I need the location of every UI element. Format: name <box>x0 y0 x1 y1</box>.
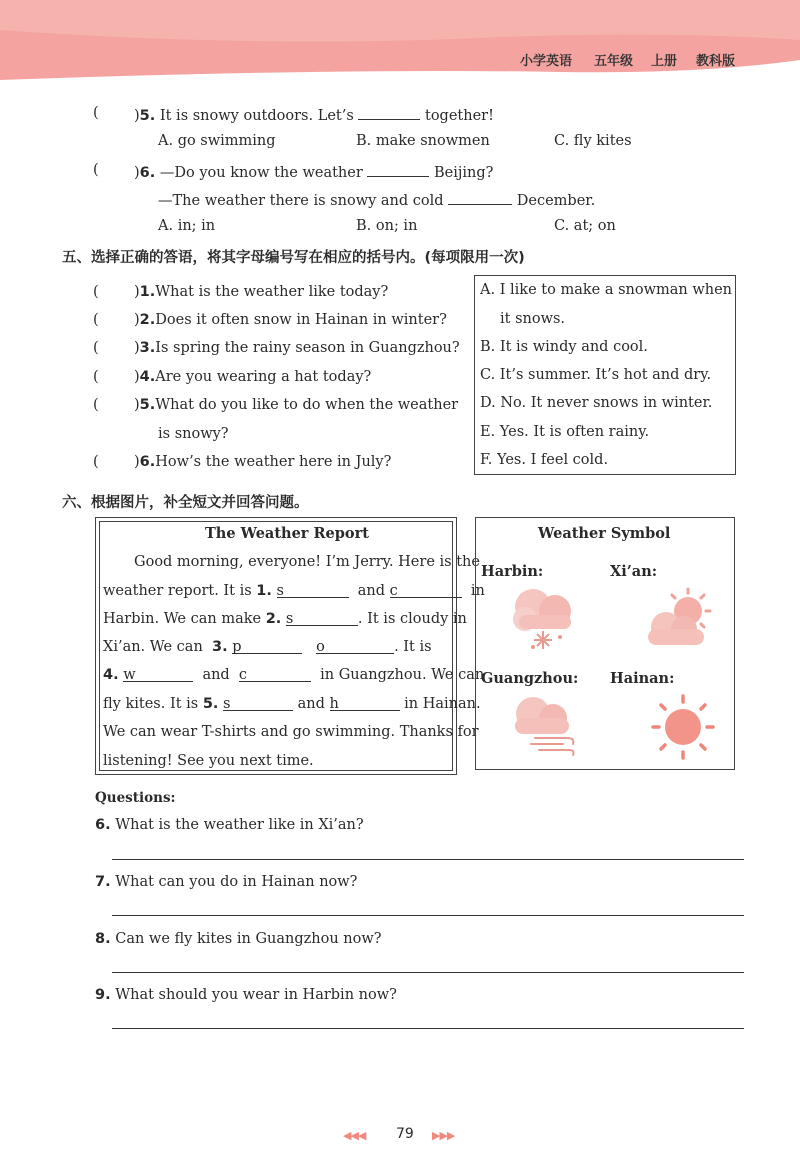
option: A. in; in <box>158 218 216 234</box>
report-line: Xi’an. We can 3. p o . It is <box>103 639 432 655</box>
footer-left-arrows-icon: ◀◀◀ <box>343 1129 366 1142</box>
question-9: 9. What should you wear in Harbin now? <box>95 987 397 1003</box>
section5-title: 五、选择正确的答语，将其字母编号写在相应的括号内。(每项限用一次) <box>62 250 525 266</box>
header-band <box>0 0 800 82</box>
paren-open: ( <box>93 369 99 385</box>
report-line: weather report. It is 1. s and c in <box>103 583 485 599</box>
windy-cloud-icon <box>505 692 585 758</box>
option: C. fly kites <box>554 133 632 149</box>
option: A. go swimming <box>158 133 276 149</box>
answer-line[interactable] <box>112 859 744 860</box>
header-subject: 小学英语 <box>520 54 573 69</box>
section6-title: 六、根据图片，补全短文并回答问题。 <box>62 495 309 511</box>
option: C. at; on <box>554 218 616 234</box>
paren-open: ( <box>93 105 99 121</box>
page-number: 79 <box>396 1126 414 1142</box>
s5-question: )2.Does it often snow in Hainan in winter? <box>134 312 447 328</box>
paren-open: ( <box>93 312 99 328</box>
footer-right-arrows-icon: ▶▶▶ <box>432 1129 455 1142</box>
report-line: fly kites. It is 5. s and h in Hainan. <box>103 696 481 712</box>
question-8: 8. Can we fly kites in Guangzhou now? <box>95 931 382 947</box>
s5-question-cont: is snowy? <box>158 426 229 442</box>
report-title: The Weather Report <box>205 525 369 542</box>
answer-option: E. Yes. It is often rainy. <box>480 424 650 440</box>
report-line: listening! See you next time. <box>103 753 314 769</box>
symbol-label-harbin: Harbin: <box>481 563 544 580</box>
snow-cloud-icon <box>505 585 585 655</box>
symbol-title: Weather Symbol <box>538 525 671 542</box>
questions-title: Questions: <box>95 790 176 806</box>
symbol-label-guangzhou: Guangzhou: <box>481 670 579 687</box>
question-q5: )5. It is snowy outdoors. Let’s together! <box>134 105 494 124</box>
answer-option: C. It’s summer. It’s hot and dry. <box>480 367 712 383</box>
paren-open: ( <box>93 340 99 356</box>
paren-open: ( <box>93 397 99 413</box>
s5-question: )1.What is the weather like today? <box>134 284 389 300</box>
question-q6-line2: —The weather there is snowy and cold December. <box>158 190 595 209</box>
paren-open: ( <box>93 162 99 178</box>
answer-option-cont: it snows. <box>500 311 566 327</box>
paren-open: ( <box>93 454 99 470</box>
answer-line[interactable] <box>112 915 744 916</box>
header-volume: 上册 <box>651 54 678 69</box>
partly-cloudy-icon <box>640 585 720 655</box>
question-6: 6. What is the weather like in Xi’an? <box>95 817 364 833</box>
option: B. on; in <box>356 218 418 234</box>
report-line: Good morning, everyone! I’m Jerry. Here is the <box>134 554 480 570</box>
answer-option: D. No. It never snows in winter. <box>480 395 713 411</box>
answer-option: A. I like to make a snowman when <box>480 282 733 298</box>
answer-option: B. It is windy and cool. <box>480 339 648 355</box>
question-q6: )6. —Do you know the weather Beijing? <box>134 162 493 181</box>
answer-line[interactable] <box>112 1028 744 1029</box>
sun-icon <box>645 692 721 762</box>
s5-question: )5.What do you like to do when the weather <box>134 397 459 413</box>
header-grade: 五年级 <box>594 54 634 69</box>
s5-question: )4.Are you wearing a hat today? <box>134 369 372 385</box>
report-line: 4. w and c in Guangzhou. We can <box>103 667 485 683</box>
report-line: We can wear T-shirts and go swimming. Thanks for <box>103 724 479 740</box>
paren-open: ( <box>93 284 99 300</box>
option: B. make snowmen <box>356 133 490 149</box>
s5-question: )6.How’s the weather here in July? <box>134 454 392 470</box>
question-7: 7. What can you do in Hainan now? <box>95 874 358 890</box>
s5-question: )3.Is spring the rainy season in Guangzhou? <box>134 340 460 356</box>
answer-option: F. Yes. I feel cold. <box>480 452 609 468</box>
report-line: Harbin. We can make 2. s . It is cloudy in <box>103 611 467 627</box>
header-edition: 教科版 <box>696 54 736 69</box>
symbol-label-xian: Xi’an: <box>610 563 658 580</box>
answer-line[interactable] <box>112 972 744 973</box>
symbol-label-hainan: Hainan: <box>610 670 675 687</box>
